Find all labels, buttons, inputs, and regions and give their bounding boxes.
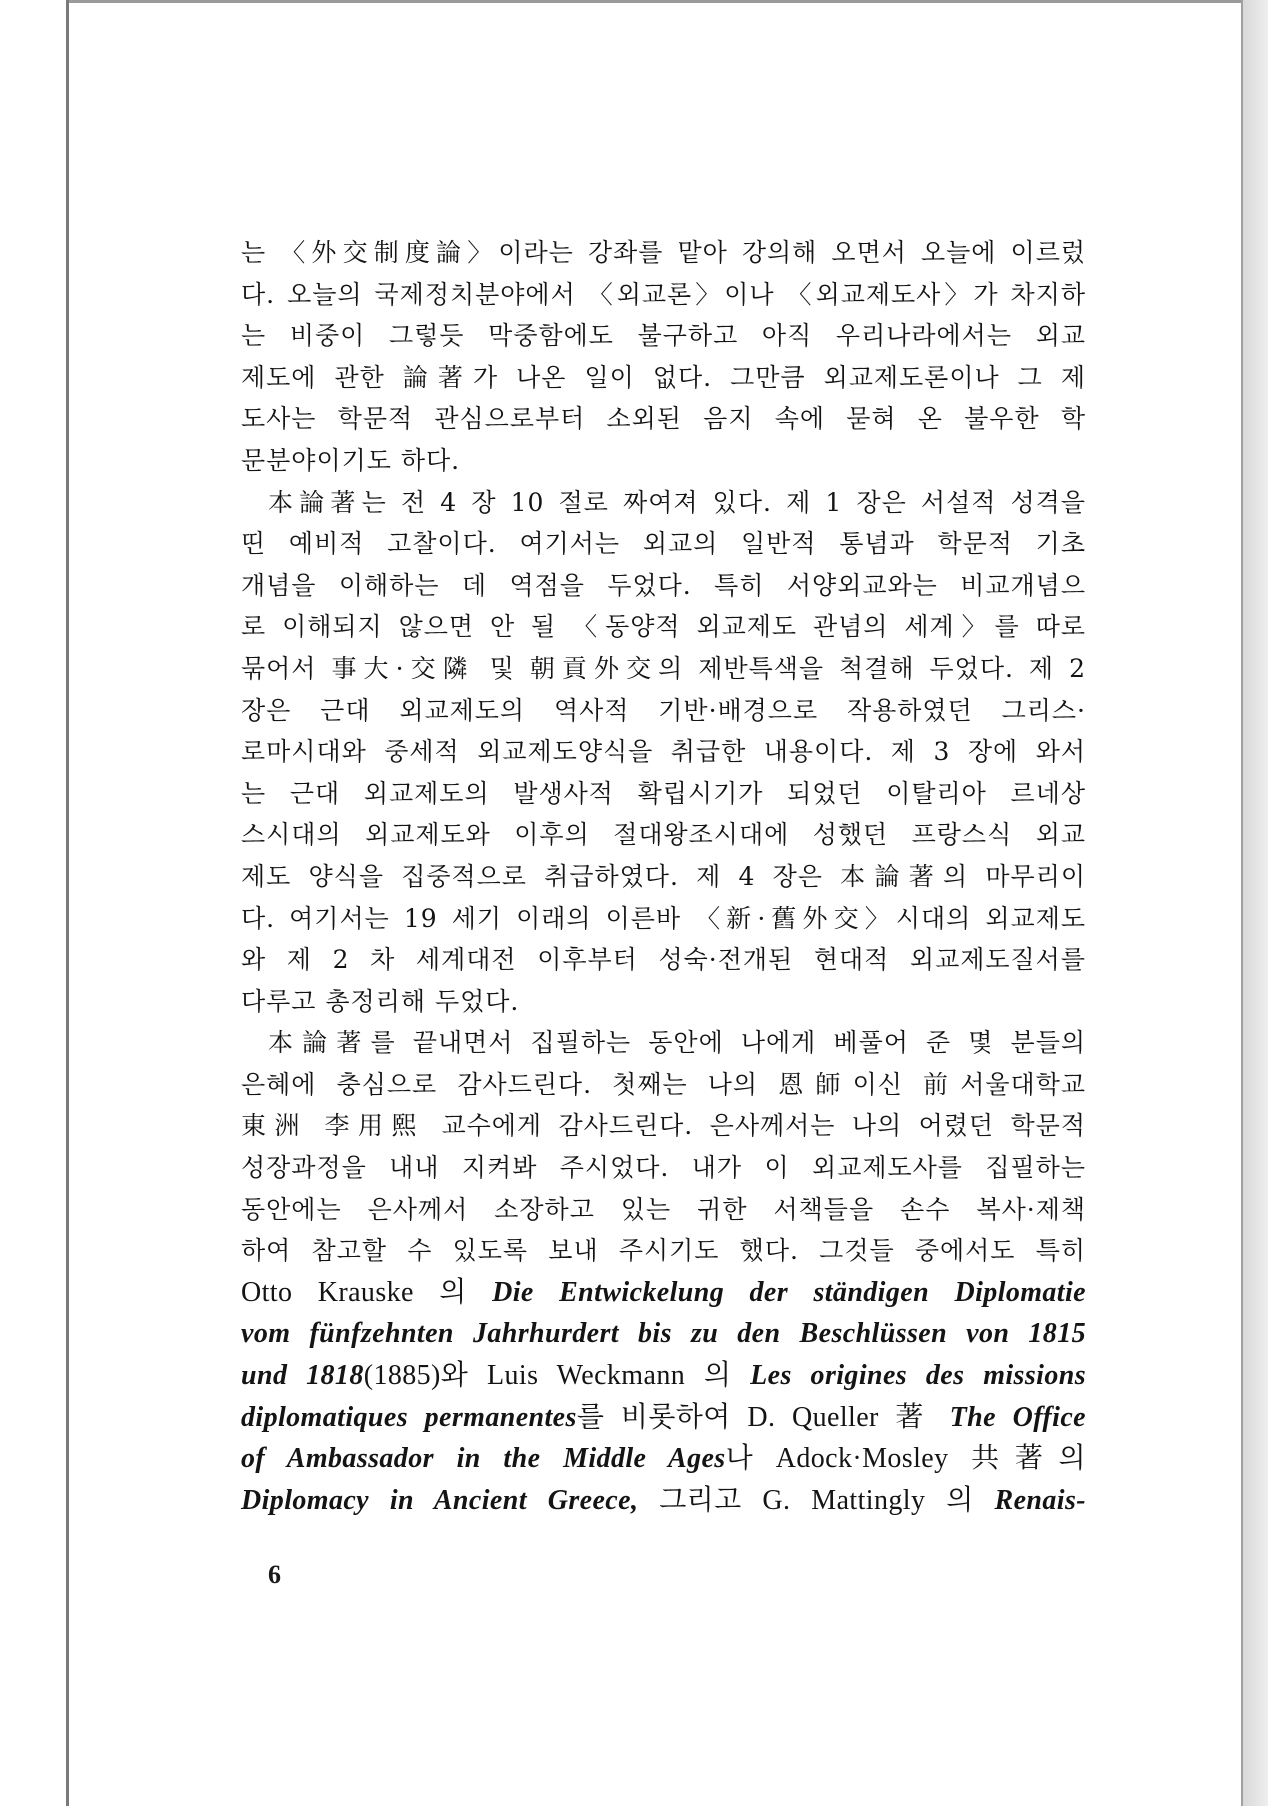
- text-segment: 나 Adock·Mosley 共著의: [725, 1443, 1086, 1475]
- text-line-latin: [241, 1480, 1086, 1522]
- text-line: 다. 여기서는 19 세기 이래의 이른바 〈新·舊外交〉시대의 외교제도: [241, 903, 1086, 933]
- text-line: 띤 예비적 고찰이다. 여기서는 외교의 일반적 통념과 학문적 기초: [241, 529, 1086, 559]
- page-number: 6: [268, 1560, 281, 1589]
- text-line: 제도에 관한 論著가 나온 일이 없다. 그만큼 외교제도론이나 그 제: [241, 362, 1086, 392]
- text-line: 는 근대 외교제도의 발생사적 확립시기가 되었던 이탈리아 르네상: [241, 778, 1086, 808]
- italic-title-segment: The Office: [949, 1401, 1086, 1433]
- text-line-latin: [241, 1397, 1086, 1439]
- text-line: 개념을 이해하는 데 역점을 두었다. 특히 서양외교와는 비교개념으: [241, 570, 1086, 600]
- text-line: 하여 참고할 수 있도록 보내 주시기도 했다. 그것들 중에서도 특히: [241, 1236, 1086, 1266]
- italic-title-segment: Die Entwickelung der ständigen Diplomatie: [492, 1276, 1086, 1308]
- text-line: 동안에는 은사께서 소장하고 있는 귀한 서책들을 손수 복사·제책: [241, 1194, 1086, 1224]
- text-line: 장은 근대 외교제도의 역사적 기반·배경으로 작용하였던 그리스·: [241, 695, 1086, 725]
- body-text: [241, 232, 1086, 1521]
- text-line: 다. 오늘의 국제정치분야에서 〈외교론〉이나 〈외교제도사〉가 차지하: [241, 279, 1086, 309]
- text-segment: 그리고 G. Mattingly 의: [638, 1484, 995, 1516]
- text-line-latin: [241, 1355, 1086, 1397]
- text-line: 문분야이기도 하다.: [241, 445, 461, 475]
- text-segment: Otto Krauske 의: [241, 1276, 493, 1308]
- text-line: 성장과정을 내내 지켜봐 주시었다. 내가 이 외교제도사를 집필하는: [241, 1153, 1086, 1183]
- text-line-latin: [241, 1313, 1086, 1355]
- text-line: 묶어서 事大·交隣 및 朝貢外交의 제반특색을 척결해 두었다. 제 2: [241, 653, 1086, 683]
- page-left-edge: [66, 0, 69, 1806]
- italic-title-segment: und 1818: [241, 1360, 364, 1392]
- italic-title-segment: Les origines des missions: [750, 1360, 1086, 1392]
- page-top-edge: [66, 0, 1246, 3]
- text-line: 로 이해되지 않으면 안 될 〈동양적 외교제도 관념의 세계〉를 따로: [241, 612, 1086, 642]
- italic-title-segment: vom fünfzehnten Jahrhurdert bis zu den Beschlüssen von 1815: [241, 1318, 1086, 1350]
- text-segment: (1885)와 Luis Weckmann 의: [363, 1360, 751, 1392]
- text-line-latin: [241, 1272, 1086, 1314]
- text-line: 東洲 李用熙 교수에게 감사드린다. 은사께서는 나의 어렸던 학문적: [241, 1111, 1086, 1141]
- text-line: 로마시대와 중세적 외교제도양식을 취급한 내용이다. 제 3 장에 와서: [241, 737, 1086, 767]
- text-line: 도사는 학문적 관심으로부터 소외된 음지 속에 묻혀 온 불우한 학: [241, 404, 1086, 434]
- italic-title-segment: Diplomacy in Ancient Greece,: [241, 1484, 639, 1516]
- text-line: 本論著는 전 4 장 10 절로 짜여져 있다. 제 1 장은 서설적 성격을: [268, 487, 1086, 517]
- text-segment: 를 비롯하여 D. Queller 著: [576, 1401, 950, 1433]
- text-line: 는 〈外交制度論〉이라는 강좌를 맡아 강의해 오면서 오늘에 이르렀: [241, 238, 1086, 267]
- text-line: 은혜에 충심으로 감사드린다. 첫째는 나의 恩師이신 前서울대학교: [241, 1069, 1086, 1099]
- italic-title-segment: Renais-: [994, 1484, 1086, 1516]
- italic-title-segment: of Ambassador in the Middle Ages: [241, 1443, 726, 1475]
- text-line: 本論著를 끝내면서 집필하는 동안에 나에게 베풀어 준 몇 분들의: [268, 1028, 1086, 1058]
- italic-title-segment: diplomatiques permanentes: [241, 1401, 577, 1433]
- page-right-margin-shadow: [1243, 0, 1268, 1806]
- text-line: 다루고 총정리해 두었다.: [241, 986, 520, 1016]
- text-line-latin: [241, 1438, 1086, 1480]
- text-line: 와 제 2 차 세계대전 이후부터 성숙·전개된 현대적 외교제도질서를: [241, 945, 1086, 975]
- text-line: 스시대의 외교제도와 이후의 절대왕조시대에 성했던 프랑스식 외교: [241, 820, 1086, 850]
- text-line: 제도 양식을 집중적으로 취급하였다. 제 4 장은 本論著의 마무리이: [241, 861, 1086, 891]
- text-line: 는 비중이 그렇듯 막중함에도 불구하고 아직 우리나라에서는 외교: [241, 321, 1086, 351]
